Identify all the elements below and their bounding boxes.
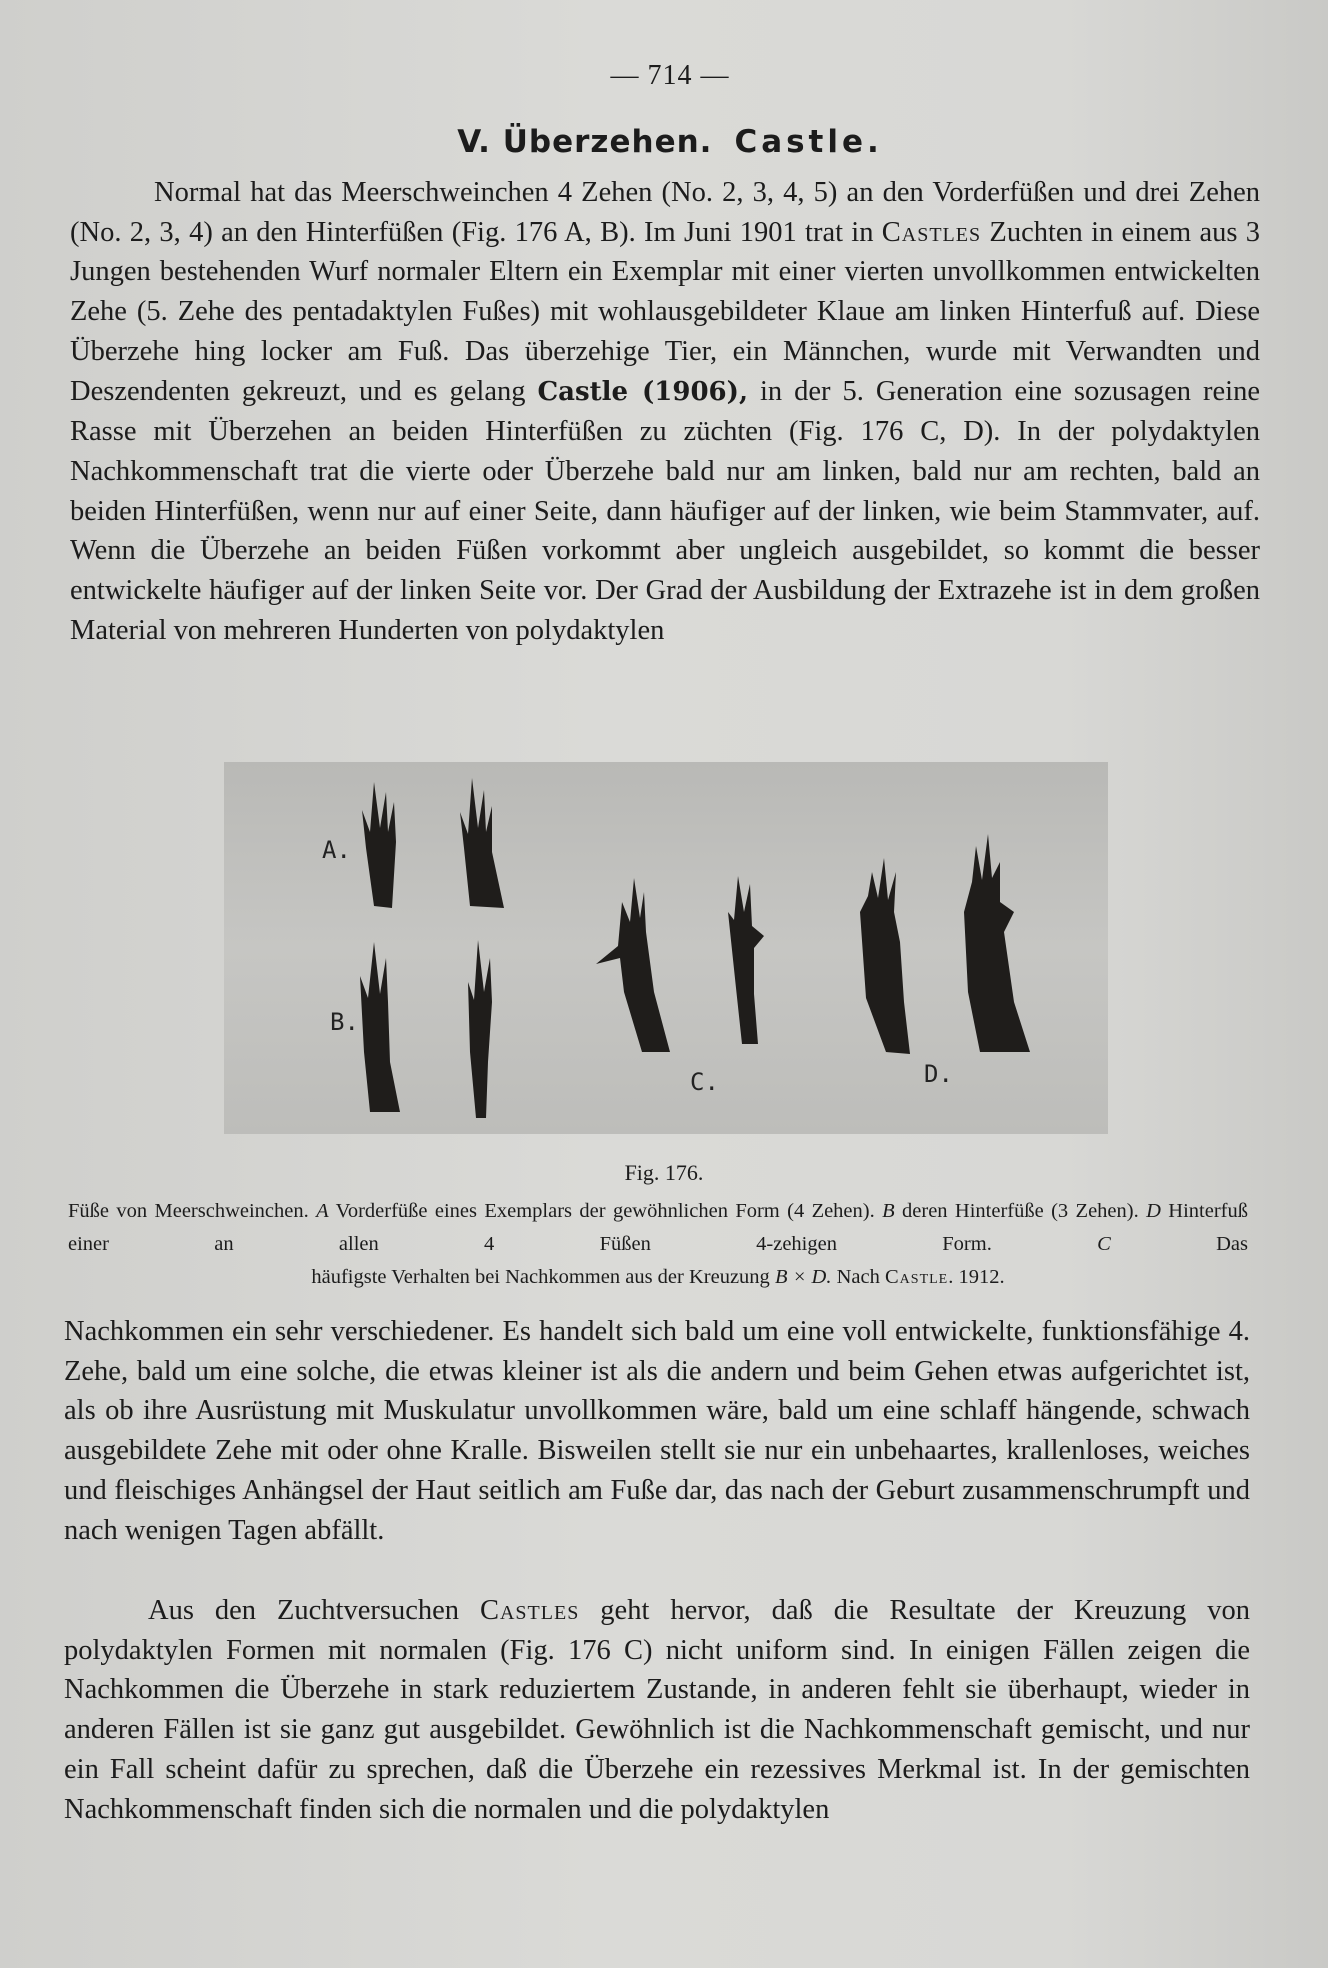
- caption-text: Das: [1110, 1233, 1248, 1255]
- caption-line-2: [68, 1261, 1248, 1294]
- caption-letter-d: D: [1146, 1200, 1161, 1222]
- foot-d-left: [860, 858, 910, 1054]
- paragraph-crossing-text-a: Aus den Zuchtversuchen: [148, 1595, 480, 1626]
- section-title: [0, 124, 1328, 160]
- panel-label-b: B.: [330, 1008, 359, 1036]
- foot-a-right: [460, 778, 504, 908]
- foot-d-right: [964, 834, 1030, 1052]
- foot-c-left: [596, 878, 670, 1052]
- caption-letter-c: C: [1097, 1233, 1111, 1255]
- page-number: — 714 —: [610, 60, 730, 91]
- caption-line-1: [68, 1195, 1248, 1261]
- paragraph-intro-text-a: Normal hat das Meerschweinchen 4 Zehen (No. 2, 3, 4, 5) an den Vorderfüßen und drei Zehen (No. 2, 3, 4) an den Hinterfüßen (Fig. 176 A, B). Im Juni 1901 trat in: [70, 177, 1260, 248]
- panel-label-d: D.: [924, 1060, 953, 1088]
- caption-letter-b: B: [882, 1200, 895, 1222]
- panel-label-c: C.: [690, 1068, 719, 1096]
- caption-text: Füße von Meerschweinchen.: [68, 1200, 317, 1222]
- paragraph-crossing: [64, 1591, 1250, 1829]
- foot-b-right: [468, 940, 492, 1118]
- caption-text: häufigste Verhalten bei Nachkommen aus der Kreuzung: [311, 1266, 775, 1288]
- caption-text: . 1912.: [948, 1266, 1005, 1288]
- foot-c-right: [728, 876, 764, 1044]
- paragraph-variation: Nachkommen ein sehr verschiedener. Es handelt sich bald um eine voll entwickelte, funktionsfähige 4. Zehe, bald um eine solche, die etwas kleiner ist als die andern und beim Gehen etwas aufgerichtet ist, als ob ihre Ausrüstung mit Muskulatur unvollkommen wäre, bald um eine schlaff hängende, schwach ausgebildete Zehe mit oder ohne Kralle. Bisweilen stellt sie nur ein unbehaartes, krallenloses, weiches und fleischiges Anhängsel der Haut seitlich am Fuße dar, das nach der Geburt zusammenschrumpft und nach wenigen Tagen abfällt.: [64, 1316, 1250, 1546]
- caption-text: deren Hinterfüße (3 Zehen).: [894, 1200, 1147, 1222]
- author-name-castles: Castles: [881, 216, 982, 248]
- paragraph-crossing-text-b: geht hervor, daß die Resultate der Kreuzung von polydaktylen Formen mit normalen (Fig. 176 C) nicht uniform sind. In einigen Fällen zeigen die Nachkommen die Überzehe in stark reduziertem Zustande, in anderen fehlt sie überhaupt, wieder in anderen Fällen ist sie ganz gut ausgebildet. Gewöhnlich ist die Nachkommenschaft gemischt, und nur ein Fall scheint dafür zu sprechen, daß die Überzehe ein rezessives Merkmal ist. In der gemischten Nachkommenschaft finden sich die normalen und die polydaktylen: [64, 1595, 1250, 1825]
- figure-photo-guinea-pig-feet: [224, 762, 1108, 1134]
- caption-text: Vorderfüße eines Exemplars der gewöhnlichen Form (4 Zehen).: [328, 1200, 883, 1222]
- paragraph-intro-text-b: Zuchten in einem aus 3 Jungen bestehenden Wurf normaler Eltern ein Exemplar mit einer vierten unvollkommen entwickelten Zehe (5. Zehe des pentadaktylen Fußes) mit wohlausgebildeter Klaue am linken Hinterfuß auf. Diese Überzehe hing locker am Fuß. Das überzehige Tier, ein Männchen, wurde mit Verwandten und Deszendenten gekreuzt, und es gelang: [70, 216, 1260, 407]
- figure-number: Fig. 176.: [624, 1160, 704, 1185]
- paragraph-intro-text-c: in der 5. Generation eine sozusagen reine Rasse mit Überzehen an beiden Hinterfüßen zu züchten (Fig. 176 C, D). In der polydaktylen Nachkommenschaft trat die vierte oder Überzehe bald nur am linken, bald nur am rechten, bald an beiden Hinterfüßen, wenn nur auf einer Seite, dann häufiger auf der linken, wie beim Stammvater, auf. Wenn die Überzehe an beiden Füßen vorkommt aber ungleich ausgebildet, so kommt die besser entwickelte häufiger auf der linken Seite vor. Der Grad der Ausbildung der Extrazehe ist in dem großen Material von mehreren Hunderten von polydaktylen: [70, 375, 1260, 646]
- section-author: Castle.: [734, 124, 883, 160]
- caption-text: Hinterfuß einer an allen 4 Füßen 4-zehigen Form.: [68, 1200, 1248, 1255]
- panel-label-a: A.: [322, 836, 351, 864]
- caption-letter-a: A: [316, 1200, 329, 1222]
- citation-castle-1906: Castle (1906),: [537, 376, 748, 407]
- caption-text: Nach: [831, 1266, 885, 1288]
- foot-b-left: [360, 942, 400, 1112]
- caption-author-castle: Castle: [885, 1266, 949, 1288]
- figure-caption: [68, 1195, 1248, 1294]
- foot-a-left: [362, 782, 396, 908]
- feet-photo-illustration: [224, 762, 1108, 1134]
- section-title-text: V. Überzehen.: [457, 124, 713, 160]
- paragraph-intro: [70, 173, 1260, 650]
- caption-cross-bxd: B × D.: [774, 1266, 832, 1288]
- author-name-castles: Castles: [479, 1595, 580, 1626]
